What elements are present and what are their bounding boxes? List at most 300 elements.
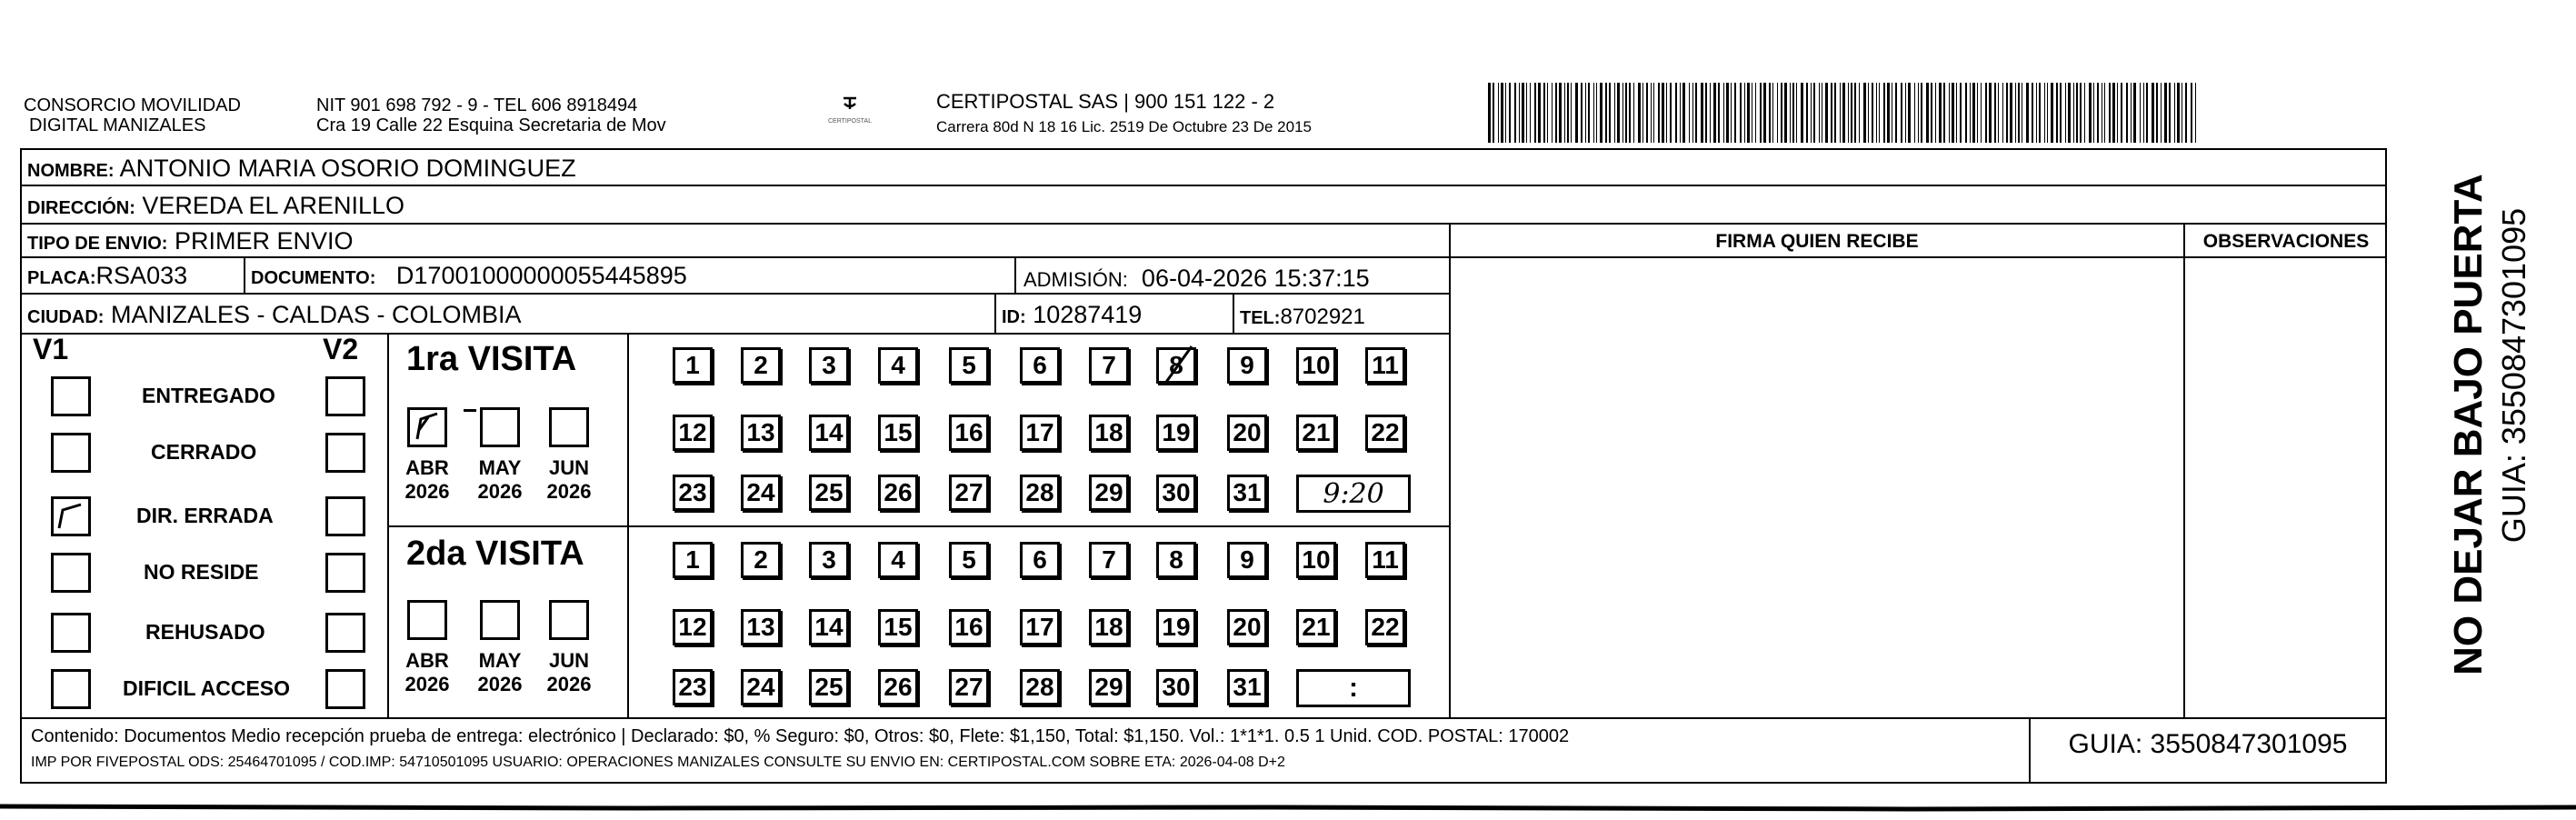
day-box[interactable] [1296,347,1336,384]
barcode-bar [1834,83,1836,143]
status-v1-checkbox[interactable] [51,376,91,416]
col-divider [1014,256,1016,293]
admision-value: 06-04-2026 15:37:15 [1141,265,1370,292]
barcode-bar [1989,83,1992,143]
barcode-bar [1842,83,1845,143]
barcode-bar [2044,83,2045,143]
day-number: 29 [1094,673,1123,701]
barcode-bar [1763,83,1766,143]
row-divider [387,525,1451,527]
day-box[interactable] [1156,415,1196,451]
barcode-bar [2026,83,2029,143]
footer-imp-line: IMP POR FIVEPOSTAL ODS: 25464701095 / COD.IMP: 54710501095 USUARIO: OPERACIONES MANIZALES CONSULTE SU ENVIO EN: CERTIPOSTAL.COM SOBRE ETA: 2026-04-08 D+2 [31,755,1285,770]
status-label: DIR. ERRADA [136,504,274,527]
placa-field [27,262,187,292]
status-label: NO RESIDE [144,560,259,584]
day-number: 8 [1169,545,1183,574]
day-number: 4 [891,545,905,574]
barcode-bar [1854,83,1856,143]
day-number: 29 [1094,478,1123,506]
month-name: ABR [405,456,449,479]
barcode-bar [1662,83,1664,143]
day-number: 11 [1372,545,1399,574]
row-divider [20,185,2387,186]
month-name: JUN [548,456,589,479]
day-box[interactable] [809,609,849,645]
direccion-value: VEREDA EL ARENILLO [142,192,405,219]
barcode-bar [1493,83,1494,143]
barcode-bar [1921,83,1922,143]
day-box[interactable] [1296,609,1336,645]
day-number: 21 [1302,418,1331,446]
status-v1-checkbox[interactable] [51,496,91,536]
day-number: 12 [678,613,707,641]
barcode-bar [1633,83,1634,143]
day-number: 13 [746,418,775,446]
barcode-bar [1658,83,1660,143]
observations-area[interactable] [2187,260,2385,715]
status-label: ENTREGADO [142,384,275,407]
day-box[interactable] [949,415,989,451]
month-year: 2026 [546,480,592,503]
day-box[interactable] [878,669,918,705]
day-box[interactable] [673,609,713,645]
barcode-bar [1883,83,1885,143]
day-box[interactable] [741,475,781,511]
month-year: 2026 [546,673,592,695]
barcode-bar [1777,83,1778,143]
barcode-bar [1970,83,1971,143]
barcode-bar [2060,83,2062,143]
barcode-bar [1965,83,1967,143]
barcode-bar [1653,83,1654,143]
status-label: CERRADO [151,440,257,464]
day-number: 24 [746,673,775,701]
barcode-bar [2195,83,2196,143]
barcode-bar [1609,83,1611,143]
barcode-bar [1790,83,1791,143]
day-box[interactable] [1156,347,1196,384]
barcode-bar [2191,83,2192,143]
barcode-bar [1713,83,1716,143]
status-v1-checkbox[interactable] [51,553,91,593]
barcode-bar [2076,83,2078,143]
barcode-bar [1538,83,1541,143]
status-v2-checkbox[interactable] [325,553,365,593]
status-v2-checkbox[interactable] [325,669,365,709]
day-box[interactable] [1227,542,1267,578]
day-box[interactable] [1365,609,1405,645]
barcode-bar [2056,83,2058,143]
day-number: 28 [1025,478,1054,506]
barcode-bar [1571,83,1572,143]
month-year: 2026 [477,480,523,503]
barcode-bar [1519,83,1520,143]
barcode-bar [1530,83,1531,143]
day-box[interactable] [673,542,713,578]
day-number: 11 [1372,351,1399,379]
nombre-label: NOMBRE: [27,161,115,181]
direccion-label: DIRECCIÓN: [27,198,135,218]
barcode-bar [1564,83,1565,143]
barcode-bar [2002,83,2003,143]
company-name-line1: CONSORCIO MOVILIDAD [24,95,241,115]
barcode-bar [2146,83,2148,143]
barcode-bar [1509,83,1511,143]
day-box[interactable] [949,669,989,705]
day-number: 15 [884,613,913,641]
no-dejar-bajo-puerta: NO DEJAR BAJO PUERTA [2446,174,2491,675]
barcode-bar [2161,83,2162,143]
barcode-bar [2065,83,2066,143]
side-guia-text: GUIA: 3550847301095 [2495,207,2532,544]
day-number: 26 [884,673,913,701]
day-number: 16 [954,418,983,446]
barcode-bar [1998,83,1999,143]
day-box[interactable] [1156,542,1196,578]
month-name: MAY [478,456,522,479]
documento-value: D17001000000055445895 [395,262,687,289]
month-checkbox[interactable] [480,407,520,447]
ciudad-label: CIUDAD: [27,307,105,327]
barcode-bar [1622,83,1623,143]
col-divider [244,256,245,293]
day-number: 2 [754,545,768,574]
documento-field [251,262,687,292]
day-number: 5 [962,351,976,379]
id-label: ID: [1002,307,1026,327]
day-box[interactable] [1365,347,1405,384]
barcode-bar [1514,83,1516,143]
day-box[interactable] [1020,475,1060,511]
courier-line2: Carrera 80d N 18 16 Lic. 2519 De Octubre 23 De 2015 [936,118,1312,135]
barcode-bar [2047,83,2048,143]
barcode-bar [2015,83,2016,143]
day-number: 21 [1302,613,1331,641]
barcode-bar [1952,83,1954,143]
day-number: 27 [954,673,983,701]
month-name: MAY [478,649,522,672]
barcode-bar [2080,83,2082,143]
barcode-bar [1600,83,1603,143]
barcode-bar [1740,83,1742,143]
day-box[interactable] [1020,415,1060,451]
day-box[interactable] [1089,415,1129,451]
day-number: 6 [1033,545,1047,574]
month-checkbox[interactable] [480,600,520,640]
day-number: 18 [1094,613,1123,641]
company-address: Cra 19 Calle 22 Esquina Secretaria de Mov [316,115,666,135]
day-box[interactable] [878,347,918,384]
day-number: 18 [1094,418,1123,446]
day-box[interactable] [1089,475,1129,511]
day-box[interactable] [1296,542,1336,578]
status-v1-checkbox[interactable] [51,669,91,709]
barcode-bar [1682,83,1685,143]
barcode-bar [2169,83,2171,143]
day-box[interactable] [878,609,918,645]
barcode-bar [1977,83,1978,143]
day-box[interactable] [809,475,849,511]
status-v1-checkbox[interactable] [51,433,91,473]
col-divider [994,293,996,333]
barcode-bar [1926,83,1929,143]
day-number: 30 [1162,673,1191,701]
tipo-envio-field [27,227,354,257]
barcode-bar [1646,83,1648,143]
barcode-bar [2093,83,2094,143]
barcode-bar [1985,83,1987,143]
barcode-bar [1935,83,1936,143]
barcode-bar [1534,83,1536,143]
month-name: JUN [548,649,589,672]
barcode-bar [1848,83,1849,143]
day-box[interactable] [741,669,781,705]
month-checkbox[interactable] [407,407,447,447]
month-year: 2026 [404,673,450,695]
day-box[interactable] [1365,415,1405,451]
day-number: 1 [685,351,700,379]
barcode-bar [1914,83,1915,143]
barcode-bar [1695,83,1697,143]
status-v2-checkbox[interactable] [325,433,365,473]
day-number: 23 [678,478,707,506]
month-checkbox[interactable] [549,600,589,640]
barcode-bar [1931,83,1932,143]
documento-label: DOCUMENTO: [251,268,376,288]
barcode-bar [2010,83,2012,143]
status-label: DIFICIL ACCESO [123,676,291,700]
barcode-bar [1806,83,1808,143]
day-box[interactable] [673,347,713,384]
barcode-bar [1680,83,1681,143]
barcode-bar [1617,83,1620,143]
day-box[interactable] [673,415,713,451]
row-divider [20,223,2387,225]
day-box[interactable] [1089,669,1129,705]
day-box[interactable] [741,542,781,578]
status-v2-checkbox[interactable] [325,376,365,416]
day-number: 10 [1302,351,1331,379]
month-year: 2026 [477,673,523,695]
nombre-value: ANTONIO MARIA OSORIO DOMINGUEZ [119,155,576,182]
admision-label: ADMISIÓN: [1023,268,1128,291]
barcode-bar [1949,83,1950,143]
barcode-bar [2068,83,2071,143]
barcode-bar [1943,83,1945,143]
day-box[interactable] [1020,347,1060,384]
barcode-bar [1772,83,1773,143]
barcode-bar [1675,83,1677,143]
signature-area[interactable] [1453,260,2182,715]
day-box[interactable] [1365,542,1405,578]
barcode-bar [1701,83,1703,143]
day-box[interactable] [878,415,918,451]
barcode-bar [1840,83,1841,143]
day-box[interactable] [1089,609,1129,645]
day-box[interactable] [673,475,713,511]
barcode-bar [2131,83,2132,143]
day-box[interactable] [1156,475,1196,511]
day-box[interactable] [1156,669,1196,705]
day-box[interactable] [809,415,849,451]
barcode-bar [1868,83,1869,143]
barcode-bar [1918,83,1919,143]
day-box[interactable] [1020,609,1060,645]
second-visit-title: 2da VISITA [406,535,584,573]
barcode-bar [1876,83,1877,143]
day-number: 26 [884,478,913,506]
day-number: 10 [1302,545,1331,574]
day-number: 3 [822,545,836,574]
day-box[interactable] [878,475,918,511]
day-box[interactable] [1156,609,1196,645]
month-year: 2026 [404,480,450,503]
day-box[interactable] [741,415,781,451]
barcode-bar [1614,83,1615,143]
ciudad-value: MANIZALES - CALDAS - COLOMBIA [110,301,522,328]
barcode-bar [1744,83,1745,143]
ciudad-field [27,301,522,331]
col-divider [1449,223,1451,717]
day-box[interactable] [1089,542,1129,578]
day-box[interactable] [809,669,849,705]
day-box[interactable] [1020,542,1060,578]
barcode-bar [1784,83,1787,143]
day-box[interactable] [1227,609,1267,645]
row-divider [20,333,1451,335]
barcode-bar [1726,83,1729,143]
month-separator [464,409,476,412]
day-box[interactable] [1227,415,1267,451]
day-box[interactable] [1089,347,1129,384]
day-number: 20 [1233,418,1262,446]
barcode-bar [2097,83,2099,143]
tipo-envio-value: PRIMER ENVIO [174,227,354,255]
day-number: 7 [1102,351,1116,379]
time-box[interactable]: : [1296,669,1411,707]
barcode-bar [1596,83,1597,143]
month-checkbox[interactable] [549,407,589,447]
status-v2-checkbox[interactable] [325,613,365,653]
day-number: 22 [1371,613,1400,641]
day-box[interactable] [949,609,989,645]
barcode-bar [1831,83,1832,143]
day-number: 19 [1162,418,1191,446]
barcode-bar [2018,83,2020,143]
day-box[interactable] [949,347,989,384]
barcode-bar [1887,83,1890,143]
day-box[interactable] [878,542,918,578]
barcode-bar [1879,83,1880,143]
day-number: 9 [1240,545,1254,574]
day-box[interactable] [949,542,989,578]
day-box[interactable] [1227,475,1267,511]
barcode-bar [2032,83,2033,143]
barcode-bar [1585,83,1586,143]
day-box[interactable] [1296,415,1336,451]
barcode-bar [2073,83,2074,143]
day-number: 14 [814,613,844,641]
day-number: 4 [891,351,905,379]
day-box[interactable] [1020,669,1060,705]
barcode-bar [1819,83,1820,143]
barcode-bar [1605,83,1607,143]
barcode-bar [2109,83,2111,143]
barcode-bar [1760,83,1762,143]
barcode-bar [1526,83,1527,143]
barcode-bar [1851,83,1852,143]
day-number: 25 [814,478,844,506]
company-name-line2: DIGITAL MANIZALES [29,115,206,135]
barcode-bar [2121,83,2122,143]
day-box[interactable] [809,542,849,578]
barcode-bar [2084,83,2085,143]
status-v1-checkbox[interactable] [51,613,91,653]
col-divider [2183,223,2185,717]
month-checkbox[interactable] [407,600,447,640]
barcode-bar [2112,83,2115,143]
barcode-bar [1905,83,1906,143]
status-label: REHUSADO [145,620,265,644]
barcode-bar [2156,83,2158,143]
day-box[interactable] [809,347,849,384]
day-box[interactable] [1227,669,1267,705]
day-number: 2 [754,351,768,379]
barcode-bar [1960,83,1962,143]
day-number: 28 [1025,673,1054,701]
day-box[interactable] [1227,347,1267,384]
barcode-bar [2006,83,2008,143]
barcode-bar [1581,83,1583,143]
day-number: 30 [1162,478,1191,506]
barcode-bar [1908,83,1911,143]
barcode-bar [2036,83,2037,143]
day-box[interactable] [741,347,781,384]
barcode-bar [1825,83,1828,143]
barcode-bar [1488,83,1491,143]
day-box[interactable] [949,475,989,511]
courier-line1: CERTIPOSTAL SAS | 900 151 122 - 2 [936,90,1275,113]
barcode-bar [1747,83,1750,143]
barcode-bar [1501,83,1503,143]
status-v2-checkbox[interactable] [325,496,365,536]
tel-value: 8702921 [1280,305,1365,329]
day-box[interactable] [741,609,781,645]
barcode-bar [1692,83,1693,143]
day-number: 16 [954,613,983,641]
barcode-bar [2039,83,2041,143]
barcode-bar [1731,83,1732,143]
barcode-bar [1972,83,1975,143]
firma-header: FIRMA QUIEN RECIBE [1715,231,1919,252]
time-box[interactable]: 9:20 [1296,475,1411,513]
barcode-bar [1813,83,1815,143]
check-mark-icon [410,410,444,445]
barcode-bar [1638,83,1641,143]
barcode-bar [1543,83,1545,143]
barcode-bar [2152,83,2154,143]
day-number: 23 [678,673,707,701]
day-box[interactable] [673,669,713,705]
barcode-bar [1859,83,1860,143]
day-number: 12 [678,418,707,446]
barcode-bar [1642,83,1643,143]
courier-logo-text: CERTIPOSTAL [828,118,872,125]
day-number: 14 [814,418,844,446]
barcode-bar [1792,83,1794,143]
day-number: 27 [954,478,983,506]
